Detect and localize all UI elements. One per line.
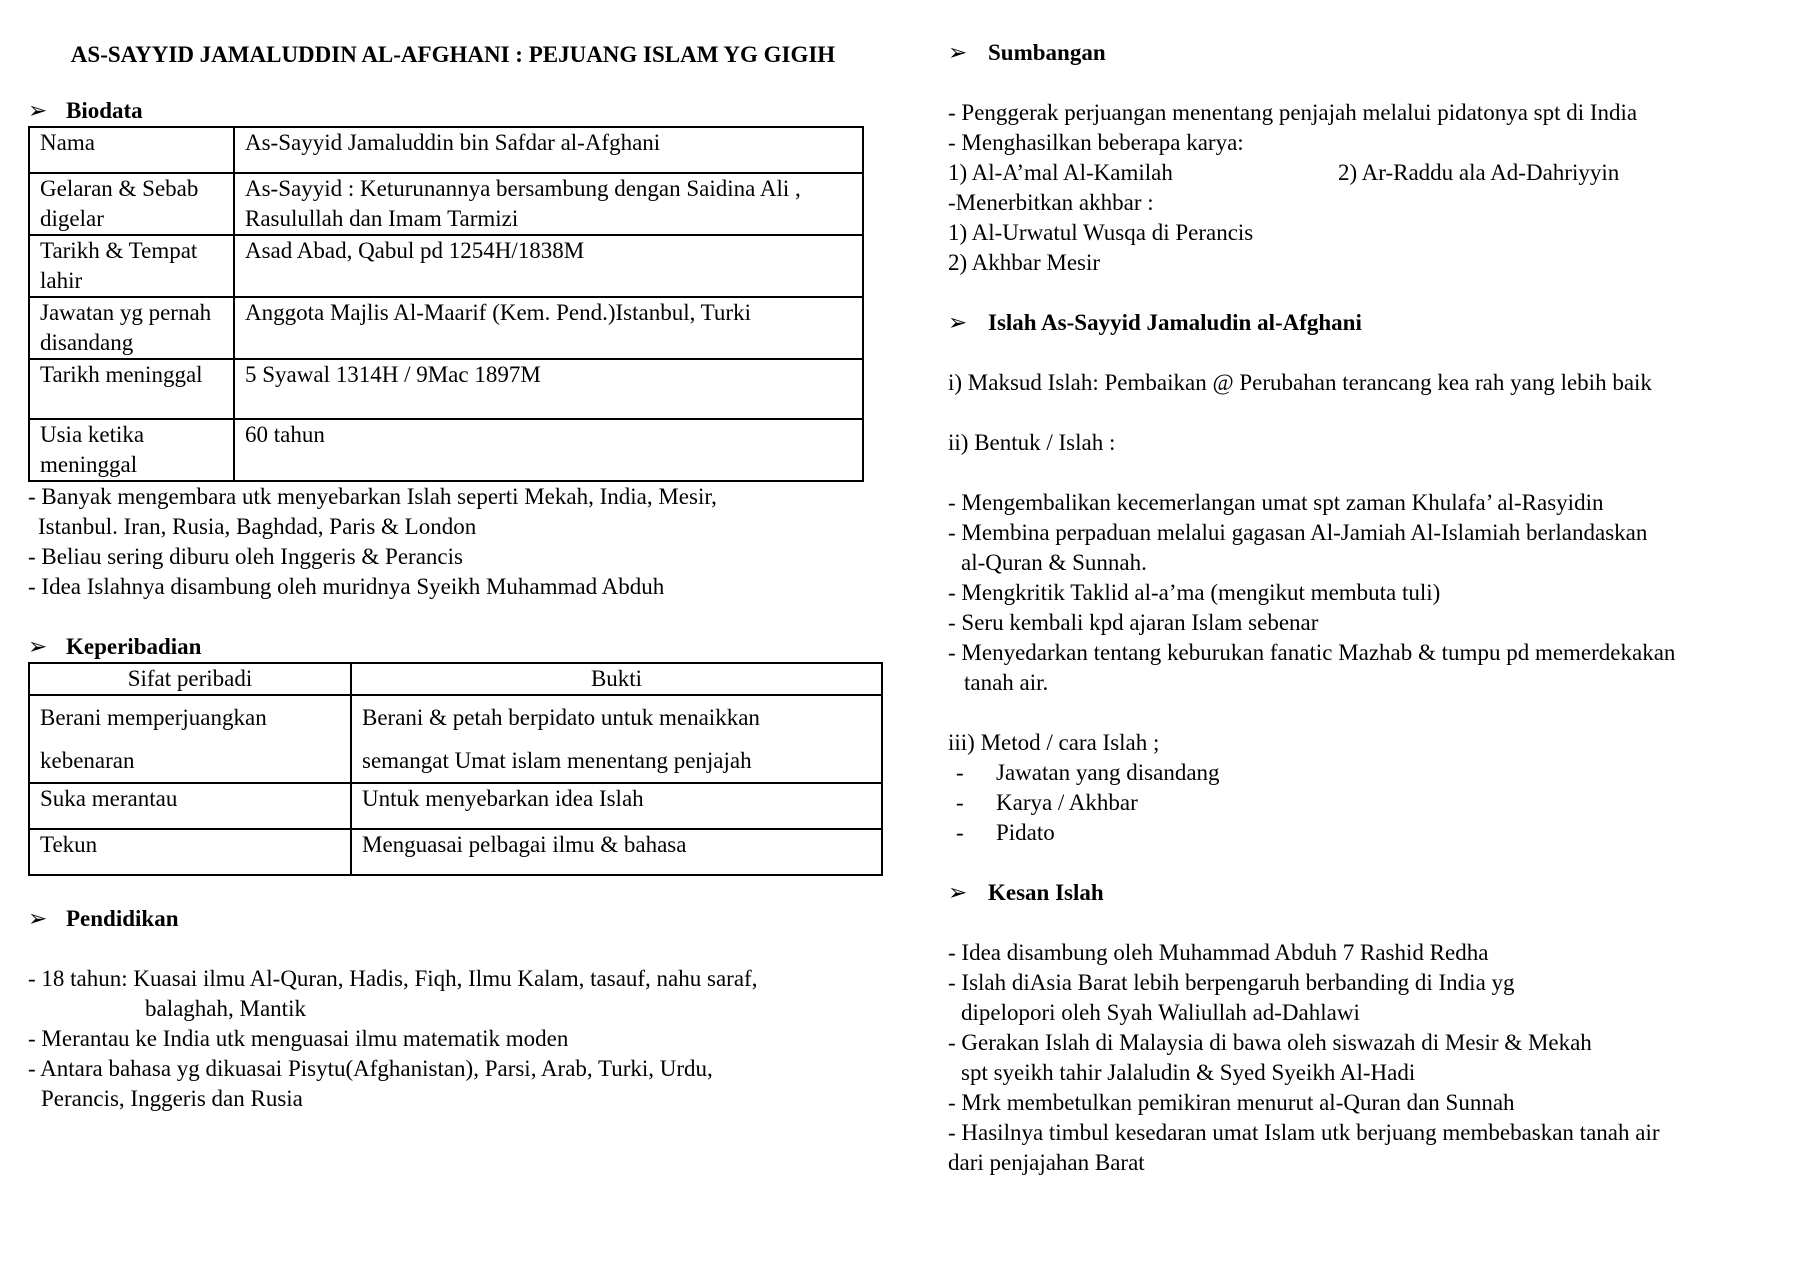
arrow-bullet-icon: ➢ <box>948 40 968 65</box>
arrow-bullet-icon: ➢ <box>28 634 48 659</box>
pendidikan-line: - Antara bahasa yg dikuasai Pisytu(Afghanistan), Parsi, Arab, Turki, Urdu, <box>28 1056 713 1081</box>
table-cell-label: Nama <box>29 127 234 173</box>
table-row <box>29 235 863 297</box>
islah-maksud: i) Maksud Islah: Pembaikan @ Perubahan terancang kea rah yang lebih baik <box>948 370 1652 395</box>
table-header-row <box>29 663 882 695</box>
kesan-line: spt syeikh tahir Jalaludin & Syed Syeikh Al-Hadi <box>961 1060 1416 1085</box>
table-row <box>29 127 863 173</box>
table-cell-trait: Suka merantau <box>29 783 351 829</box>
table-cell-trait <box>29 695 351 783</box>
table-cell-label: Tarikh meninggal <box>29 359 234 419</box>
table-row <box>29 695 882 783</box>
heading-label: Biodata <box>66 98 143 123</box>
sumbangan-line: -Menerbitkan akhbar : <box>948 190 1154 215</box>
biodata-note: - Banyak mengembara utk menyebarkan Islah seperti Mekah, India, Mesir, <box>28 484 717 509</box>
heading-label: Pendidikan <box>66 906 179 931</box>
table-cell-label: Usia ketika meninggal <box>29 419 234 481</box>
table-row <box>29 173 863 235</box>
keperibadian-table <box>28 662 883 876</box>
metod-item: Pidato <box>996 820 1055 845</box>
table-cell-proof <box>351 695 882 783</box>
list-item <box>948 758 1778 788</box>
biodata-table <box>28 126 864 482</box>
table-header: Bukti <box>351 663 882 695</box>
table-cell-label: Gelaran & Sebab digelar <box>29 173 234 235</box>
table-cell-value: As-Sayyid Jamaluddin bin Safdar al-Afghani <box>234 127 863 173</box>
metod-item: Jawatan yang disandang <box>996 760 1220 785</box>
dash-bullet-icon: - <box>956 760 964 785</box>
table-row <box>29 359 863 419</box>
biodata-note: Istanbul. Iran, Rusia, Baghdad, Paris & London <box>38 514 477 539</box>
biodata-note: - Beliau sering diburu oleh Inggeris & Perancis <box>28 544 463 569</box>
table-header: Sifat peribadi <box>29 663 351 695</box>
sumbangan-line: - Penggerak perjuangan menentang penjajah melalui pidatonya spt di India <box>948 100 1638 125</box>
proof-line: semangat Umat islam menentang penjajah <box>362 748 752 773</box>
dash-bullet-icon: - <box>956 790 964 815</box>
bentuk-line: al-Quran & Sunnah. <box>961 550 1147 575</box>
heading-label: Islah As-Sayyid Jamaludin al-Afghani <box>988 310 1362 335</box>
section-heading-kesan <box>948 878 1778 908</box>
heading-label: Keperibadian <box>66 634 202 659</box>
table-cell-trait: Tekun <box>29 829 351 875</box>
arrow-bullet-icon: ➢ <box>28 906 48 931</box>
pendidikan-line: - 18 tahun: Kuasai ilmu Al-Quran, Hadis, Fiqh, Ilmu Kalam, tasauf, nahu saraf, <box>28 966 758 991</box>
proof-line: Berani & petah berpidato untuk menaikkan <box>362 705 760 730</box>
heading-label: Sumbangan <box>988 40 1106 65</box>
bentuk-line: - Seru kembali kpd ajaran Islam sebenar <box>948 610 1319 635</box>
dash-bullet-icon: - <box>956 820 964 845</box>
bentuk-line: - Mengkritik Taklid al-a’ma (mengikut membuta tuli) <box>948 580 1441 605</box>
pendidikan-line: balaghah, Mantik <box>145 996 306 1021</box>
metod-item: Karya / Akhbar <box>996 790 1138 815</box>
akhbar-item: 2) Akhbar Mesir <box>948 250 1101 275</box>
arrow-bullet-icon: ➢ <box>948 880 968 905</box>
arrow-bullet-icon: ➢ <box>948 310 968 335</box>
kesan-line: - Idea disambung oleh Muhammad Abduh 7 Rashid Redha <box>948 940 1489 965</box>
table-row <box>29 783 882 829</box>
kesan-line: - Gerakan Islah di Malaysia di bawa oleh siswazah di Mesir & Mekah <box>948 1030 1592 1055</box>
list-item <box>948 788 1778 818</box>
list-item <box>948 818 1778 848</box>
arrow-bullet-icon: ➢ <box>28 98 48 123</box>
kesan-line: - Islah diAsia Barat lebih berpengaruh berbanding di India yg <box>948 970 1515 995</box>
left-column <box>28 40 898 1114</box>
bentuk-line: - Mengembalikan kecemerlangan umat spt zaman Khulafa’ al-Rasyidin <box>948 490 1604 515</box>
kesan-line: - Hasilnya timbul kesedaran umat Islam utk berjuang membebaskan tanah air <box>948 1120 1660 1145</box>
kesan-line: - Mrk membetulkan pemikiran menurut al-Quran dan Sunnah <box>948 1090 1515 1115</box>
kesan-line: dari penjajahan Barat <box>948 1150 1145 1175</box>
sumbangan-line: - Menghasilkan beberapa karya: <box>948 130 1244 155</box>
table-row <box>29 297 863 359</box>
page-title: AS-SAYYID JAMALUDDIN AL-AFGHANI : PEJUANG ISLAM YG GIGIH <box>70 42 836 67</box>
table-row <box>29 829 882 875</box>
bentuk-line: - Menyedarkan tentang keburukan fanatic Mazhab & tumpu pd memerdekakan <box>948 640 1676 665</box>
section-heading-pendidikan <box>28 904 898 934</box>
table-cell-value: 5 Syawal 1314H / 9Mac 1897M <box>234 359 863 419</box>
pendidikan-line: Perancis, Inggeris dan Rusia <box>41 1086 303 1111</box>
trait-line: Berani memperjuangkan <box>40 705 267 730</box>
table-cell-label: Tarikh & Tempat lahir <box>29 235 234 297</box>
islah-metod-label: iii) Metod / cara Islah ; <box>948 730 1160 755</box>
table-cell-value: Asad Abad, Qabul pd 1254H/1838M <box>234 235 863 297</box>
bentuk-line: tanah air. <box>964 670 1049 695</box>
karya-item: 2) Ar-Raddu ala Ad-Dahriyyin <box>1338 160 1620 185</box>
table-cell-proof: Menguasai pelbagai ilmu & bahasa <box>351 829 882 875</box>
table-cell-label: Jawatan yg pernah disandang <box>29 297 234 359</box>
section-heading-keperibadian <box>28 632 898 662</box>
akhbar-item: 1) Al-Urwatul Wusqa di Perancis <box>948 220 1254 245</box>
karya-row <box>948 158 1778 188</box>
table-cell-proof: Untuk menyebarkan idea Islah <box>351 783 882 829</box>
table-cell-value: As-Sayyid : Keturunannya bersambung dengan Saidina Ali , Rasulullah dan Imam Tarmizi <box>234 173 863 235</box>
islah-bentuk-label: ii) Bentuk / Islah : <box>948 430 1116 455</box>
pendidikan-line: - Merantau ke India utk menguasai ilmu matematik moden <box>28 1026 569 1051</box>
kesan-line: dipelopori oleh Syah Waliullah ad-Dahlawi <box>961 1000 1360 1025</box>
biodata-note: - Idea Islahnya disambung oleh muridnya Syeikh Muhammad Abduh <box>28 574 665 599</box>
section-heading-sumbangan <box>948 38 1778 68</box>
trait-line: kebenaran <box>40 748 135 773</box>
heading-label: Kesan Islah <box>988 880 1104 905</box>
table-cell-value: 60 tahun <box>234 419 863 481</box>
karya-item: 1) Al-A’mal Al-Kamilah <box>948 160 1173 185</box>
table-row <box>29 419 863 481</box>
section-heading-islah <box>948 308 1778 338</box>
bentuk-line: - Membina perpaduan melalui gagasan Al-Jamiah Al-Islamiah berlandaskan <box>948 520 1648 545</box>
right-column <box>948 38 1778 1178</box>
table-cell-value: Anggota Majlis Al-Maarif (Kem. Pend.)Istanbul, Turki <box>234 297 863 359</box>
section-heading-biodata <box>28 96 898 126</box>
